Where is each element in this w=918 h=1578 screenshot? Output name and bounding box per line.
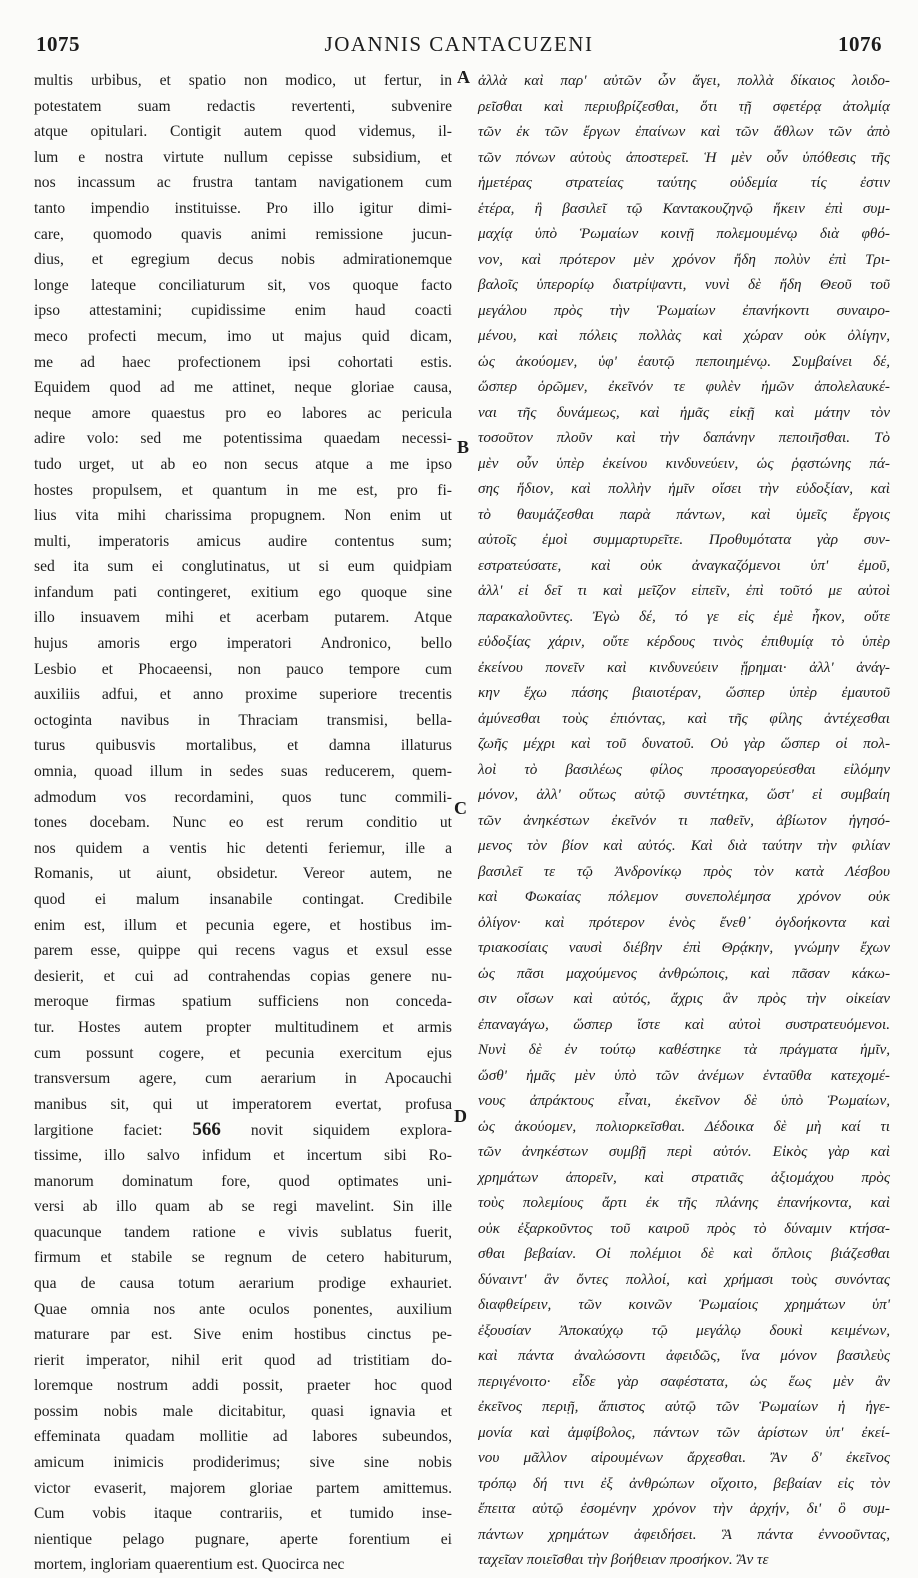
latin-text-line: illo insuavem mihi et acerbam putarem. Atque xyxy=(34,609,452,627)
latin-text-line: mortem, ingloriam quaerentium est. Quocirca nec xyxy=(34,1556,345,1574)
greek-text-line: σθαι βεβαίαν. Οἱ πολέμιοι δὲ καὶ ὅπλοις βιάζεσθαι xyxy=(478,1245,890,1262)
greek-text-line: ἐξουσίαν Ἀποκαύχῳ τῷ μεγάλῳ δουκὶ κειμένων, xyxy=(478,1321,890,1339)
section-marker-c: C xyxy=(454,798,467,818)
latin-text-line: lius vita mihi charissima propugnem. Non enim ut xyxy=(34,507,452,525)
running-title: JOANNIS CANTACUZENI xyxy=(324,32,594,56)
greek-text-line: μόνον, ἀλλ' οὕτως αὐτῷ συντέτηκα, ὥστ' εἰ συμβαίη xyxy=(478,786,890,803)
greek-text-line: νον, καὶ πρότερον μὲν χρόνον ἤδη πολὺν ἐπὶ Τρι- xyxy=(478,250,890,268)
latin-text-line: potestatem suam redactis revertenti, subvenire xyxy=(34,97,452,115)
greek-text-line: ὥσθ' ἡμᾶς μὲν ὑπὸ τῶν ἀνέμων ἐνταῦθα κατεχομέ- xyxy=(478,1066,890,1084)
greek-text-line: λοὶ τὸ βασιλέως φίλος προσαγορεύεσθαι εἰλόμην xyxy=(478,760,890,778)
latin-text-line: ipso attestamini; cupidissime enim haud coacti xyxy=(34,302,452,320)
latin-text-line: Lesbio et Phocaeensi, non pauco tempore cum xyxy=(34,660,452,678)
latin-text-line: quacunque tandem ratione e vivis sublatus fuerit, xyxy=(34,1223,452,1241)
latin-text-line: care, quomodo quavis animi remissione jucun- xyxy=(34,225,452,243)
latin-text-line: meco profecti mecum, imo ut majus quid dicam, xyxy=(34,327,452,345)
latin-text-line: parem esse, quippe qui recens vagus et exsul esse xyxy=(34,942,452,960)
section-marker-b: B xyxy=(457,437,470,457)
greek-text-line: ὡς πᾶσι μαχούμενος ἀνθρώποις, καὶ πᾶσαν κάκω- xyxy=(478,964,890,982)
greek-text-line: ὀλίγον· καὶ πρότερον ἑνὸς ἔνεθ᾽ ὀγδοήκοντα καὶ xyxy=(478,913,890,931)
greek-text-line: τῶν ἀνηκέστων συμβῇ περὶ αὐτόν. Εἰκὸς γὰρ καὶ xyxy=(478,1143,890,1160)
latin-text-line: maturare par est. Sive enim hostibus cinctus pe- xyxy=(34,1326,452,1344)
greek-text-line: ἔπειτα αὐτῷ ἐσομένην χρόνον τὴν ἀρχήν, δι' ὃ συμ- xyxy=(478,1500,890,1517)
latin-text-line: sed ita sum ei conglutinatus, ut si eum quidpiam xyxy=(34,558,452,576)
latin-text-line: dius, et egregium decus nobis admirationemque xyxy=(34,251,452,269)
latin-text-line: enim est, illum et pecunia egere, et hostibus im- xyxy=(34,916,452,934)
latin-text-line xyxy=(34,1117,452,1143)
greek-text-line: νου μᾶλλον αἱρουμένων ἄρχεσθαι. Ἂν δ' ἐκεῖνος xyxy=(478,1449,890,1466)
latin-text-line: longe lateque conciliaturum sit, vos quoque facto xyxy=(34,276,452,294)
greek-text-line: σιν οἴσων καὶ αὐτός, ἄχρις ἂν πρὸς τὴν οἰκείαν xyxy=(478,990,890,1007)
latin-text-line: manorum dominatum fore, quod optimates uni- xyxy=(34,1172,452,1190)
latin-text-line: atque opitulari. Contigit autem quod videmus, il- xyxy=(34,123,452,141)
greek-text-line: βασιλεῖ τε τῷ Ἀνδρονίκῳ πρὸς τὸν κατὰ Λέσβου xyxy=(478,862,890,880)
latin-text-line: effeminata quadam mollitie ad labores subeundos, xyxy=(34,1428,452,1446)
greek-text-line: ἐκείνου πονεῖν καὶ κινδυνεύειν ᾕρημαι· ἀλλ' ἀνάγ- xyxy=(478,658,890,676)
latin-text-line: hujus amoris ergo imperatori Andronico, bello xyxy=(34,635,452,653)
greek-text-line: τοσοῦτον πλοῦν καὶ τὴν δαπάνην πεποιῆσθαι. Τὸ xyxy=(478,429,890,446)
greek-text-line: παρακαλοῦντες. Ἐγὼ δέ, τό γε εἰς ἐμὲ ἧκον, οὔτε xyxy=(478,607,890,625)
latin-text-line: Romanis, ut aiunt, obsidetur. Vereor autem, ne xyxy=(34,865,452,883)
latin-text-line: desierit, et cui ad contrahendas copias genere nu- xyxy=(34,967,452,985)
greek-text-line: ρεῖσθαι καὶ περιυβρίζεσθαι, ὅτι τῇ σφετέρᾳ ἀτολμίᾳ xyxy=(478,97,890,115)
latin-text-line: adire volo: sed me potentissima quaedam necessi- xyxy=(34,430,452,448)
greek-text-line: ἐπαναγάγω, ὥσπερ ἴστε καὶ αὐτοὶ συστρατευόμενοι. xyxy=(478,1015,890,1033)
page-number-left: 1075 xyxy=(36,32,80,56)
greek-text-line: μὲν οὖν ὑπὲρ ἐκείνου κινδυνεύειν, ὡς ῥᾳστώνης πά- xyxy=(478,454,890,472)
latin-column xyxy=(34,68,452,1574)
latin-text-line: transversum agere, cum aerarium in Apocauchi xyxy=(34,1070,452,1088)
greek-text-line: Νυνὶ δὲ ἐν τούτῳ καθέστηκε τὰ πράγματα ἡμῖν, xyxy=(478,1041,890,1058)
latin-text-line: hostes propulsem, et quantum in me est, pro fi- xyxy=(34,481,452,499)
greek-text-line: τῶν ἐκ τῶν ἔργων ἐπαίνων καὶ τῶν ἄθλων τῶν ἀπὸ xyxy=(478,123,890,140)
greek-text-line: περιγένοιτο· εἶδε γὰρ σαφέστατα, ὡς ἕως μὲν ἂν xyxy=(478,1372,890,1390)
latin-text-line: rierit imperator, nihil erit quod ad tristitiam do- xyxy=(34,1351,452,1369)
greek-text-line: χρημάτων ἀπορεῖν, καὶ στρατιᾶς ἀξιομάχου πρὸς xyxy=(478,1168,890,1186)
greek-text-line: νους ἀπράκτους εἶναι, ἐκεῖνον δὲ ὑπὸ Ῥωμαίων, xyxy=(478,1092,890,1109)
greek-text-line: ὥσπερ ὁρῶμεν, ἐκεῖνόν τε φυλὲν ἡμῶν ἀπολελαυκέ- xyxy=(478,378,890,395)
latin-text-line: qua de causa totum aerarium prodige exhauriet. xyxy=(34,1274,452,1292)
greek-text-line: τριακοσίαις ναυσὶ διέβην ἐπὶ Θρᾴκην, γνώμην ἔχων xyxy=(478,939,890,956)
greek-text-line: κην ἔχω πάσης βιαιοτέραν, ὥσπερ ὑπὲρ ἐμαυτοῦ xyxy=(478,684,890,701)
latin-text-line: cum possunt cogere, et pecunia exercitum ejus xyxy=(34,1044,452,1062)
greek-text-line: τῶν πόνων αὐτοὺς ἀποστερεῖ. Ἡ μὲν οὖν ὑπόθεσις τῆς xyxy=(478,148,890,166)
greek-text-line: ὡς ἀκούομεν, πολιορκεῖσθαι. Δέδοικα δὲ μὴ καί τι xyxy=(478,1117,890,1135)
greek-text-line: ναι τῆς δυνάμεως, καὶ ἡμᾶς εἰκῇ καὶ μάτην τὸν xyxy=(478,403,890,421)
latin-text-line: me ad haec profectionem ipsi cohortati estis. xyxy=(34,353,452,371)
greek-text-line: ζωῆς μέχρι καὶ τοῦ δυνατοῦ. Οὐ γὰρ ὥσπερ οἱ πολ- xyxy=(478,735,890,752)
latin-text-line: neque amore quaestus pro eo labores ac pericula xyxy=(34,404,452,422)
greek-text-line: τὸ θαυμάζεσθαι παρὰ πάντων, καὶ ὑμεῖς ἔργοις xyxy=(478,505,890,523)
latin-text-line: meroque firmas spatium sufficiens non conceda- xyxy=(34,993,452,1011)
latin-text-line: tanto impendio instituisse. Pro illo igitur dimi- xyxy=(34,199,452,217)
latin-text-line: nos incassum ac frustra tantam navigationem cum xyxy=(34,174,452,192)
latin-text-line: victor evaserit, majorem gloriae partem amittemus. xyxy=(34,1479,452,1497)
latin-text-line: turus quibusvis mortalibus, et damna illaturus xyxy=(34,737,452,755)
latin-text-line: tur. Hostes autem propter multitudinem et armis xyxy=(34,1018,452,1036)
greek-text-line: αὐτοῖς ἐμοὶ συμμαρτυρεῖτε. Προθυμότατα γὰρ συν- xyxy=(478,531,890,548)
greek-text-line: ἀλλὰ καὶ παρ' αὐτῶν ὧν ἄγει, πολλὰ δίκαιος λοιδο- xyxy=(478,72,890,89)
greek-text-line: εὐδοξίας χάριν, οὔτε κέρδους τινὸς ἐπιθυμίᾳ τὸ ὑπὲρ xyxy=(478,633,890,650)
greek-text-line: ἑτέρα, ἢ βασιλεῖ τῷ Καντακουζηνῷ ἥκειν ἐπὶ συμ- xyxy=(478,199,890,217)
greek-text-line: ὡς ἀκούομεν, ὑφ' ἑαυτῷ πεποιημένῳ. Συμβαίνει δέ, xyxy=(478,352,890,370)
inline-page-number: 566 xyxy=(192,1119,221,1141)
greek-text-line: σης ἥδιον, καὶ πολλὴν ἡμῖν οἴσει τὴν εὐδοξίαν, καὶ xyxy=(478,480,890,497)
greek-text-line: εστρατεύσατε, καὶ οὐκ ἀναγκαζόμενοι ὑπ' ἐμοῦ, xyxy=(478,556,890,574)
greek-text-line: τῶν ἀνηκέστων ἐκεῖνόν τι παθεῖν, ἀβίωτον ἡγησό- xyxy=(478,811,890,829)
greek-text-line: βαλοῖς ὑπερορίῳ διατρίψαντι, νυνὶ δὲ ἤδη Θεοῦ τοῦ xyxy=(478,276,890,293)
latin-text-line: loremque nostrum addi possit, praeter hoc quod xyxy=(34,1377,452,1395)
latin-text-line: tudo urget, ut ab eo non secus atque a me ipso xyxy=(34,455,452,473)
latin-text-line: multis urbibus, et spatio non modico, ut fertur, in xyxy=(34,72,452,89)
greek-text-line: ἀλλ' εἰ δεῖ τι καὶ μεῖζον εἰπεῖν, ἐπὶ τοῦτό με αὐτοὶ xyxy=(478,582,890,599)
latin-text-line: manibus sit, qui ut imperatorem evertat, profusa xyxy=(34,1095,452,1113)
page-number-right: 1076 xyxy=(838,32,882,56)
greek-text-line: οὐκ ἐξαρκοῦντος τοῦ καιροῦ πρὸς τὸ δύναμιν κτήσα- xyxy=(478,1219,890,1237)
latin-text-line: lum e nostra virtute nullum cepisse subsidium, et xyxy=(34,148,452,166)
latin-text-line: nos quidem a ventis hic detenti feriemur, ille a xyxy=(34,839,452,857)
latin-text-line: Quae omnia nos ante oculos ponentes, auxilium xyxy=(34,1300,452,1318)
latin-text-fragment: largitione faciet: xyxy=(34,1122,193,1140)
latin-text-line: possim nobis male dicitabitur, quasi ignavia et xyxy=(34,1402,452,1420)
latin-text-line: quod ei malum insanabile contingat. Credibile xyxy=(34,891,452,908)
greek-column xyxy=(478,68,890,1568)
latin-text-line: tones docebam. Nunc eo est rerum conditio ut xyxy=(34,814,452,832)
latin-text-line: firmum et stabile se regnum de cetero habiturum, xyxy=(34,1249,452,1267)
greek-text-line: τρόπῳ δή τινι ἐξ ἀνθρώπων οἴχοιτο, βεβαίαν εἰς τὸν xyxy=(478,1474,890,1492)
greek-text-line: πάντων χρημάτων ἀφειδήσει. Ἃ πάντα ἐννοοῦντας, xyxy=(478,1525,890,1543)
greek-text-line: μαχίᾳ ὑπὸ Ῥωμαίων κοινῇ πολεμουμένῳ διὰ φθό- xyxy=(478,225,890,242)
greek-text-line: μεγάλου πρὸς τὴν Ῥωμαίων ἐπανήκοντι συναιρο- xyxy=(478,301,890,319)
greek-text-line: τοὺς πολεμίους ἄρτι ἐκ τῆς πλάνης ἐπανήκοντα, καὶ xyxy=(478,1194,890,1211)
running-header xyxy=(30,28,888,64)
greek-text-line: δύναιντ' ἂν ὄντες πολλοί, καὶ χρήμασι τοὺς συνόντας xyxy=(478,1270,890,1288)
section-marker-d: D xyxy=(454,1106,467,1126)
latin-text-line: versi ab illo quam ab se regi mavelint. Sin ille xyxy=(34,1198,452,1216)
latin-text-line: multi, imperatoris amicus audire contentus sum; xyxy=(34,532,452,550)
greek-text-line: καὶ πάντα ἀναλώσοντι ἀφειδῶς, ἵνα μόνον βασιλεὺς xyxy=(478,1347,890,1364)
latin-text-line: amicum inimicis prodiderimus; sive sine nobis xyxy=(34,1454,452,1472)
latin-text-line: omnia, quoad illum in sedes suas reducerem, quem- xyxy=(34,763,452,781)
greek-text-line: μένου, καὶ πόλεις πολλὰς καὶ χώραν οὐκ ὀλίγην, xyxy=(478,327,890,344)
greek-text-line: μονία καὶ ἀμφίβολος, πάντων τῶν ἀρίστων ὑπ' ἐκεί- xyxy=(478,1423,890,1441)
greek-text-line: ἀμύνεσθαι τοὺς ἐπιόντας, καὶ τῆς φίλης ἀντέχεσθαι xyxy=(478,709,890,727)
latin-text-line: infandum pati contingeret, exitium ego quoque sine xyxy=(34,583,452,601)
latin-text-line: Equidem quod ad me attinet, neque gloriae causa, xyxy=(34,379,452,397)
greek-text-line: διαφθείρειν, τῶν κοινῶν Ῥωμαίοις χρημάτων ὑπ' xyxy=(478,1296,890,1313)
latin-text-fragment: novit siquidem explora- xyxy=(220,1122,452,1140)
latin-text-line: octoginta navibus in Thraciam transmisi, bella- xyxy=(34,711,452,729)
latin-text-line: Cum vobis itaque contrariis, et tumido inse- xyxy=(34,1505,452,1523)
greek-text-line: ἡμετέρας στρατείας ταύτης οὐδεμία τίς ἐστιν xyxy=(478,174,890,191)
latin-text-line: admodum vos recordamini, quos tunc commili- xyxy=(34,788,452,806)
greek-text-line: μενος τὸν βίον καὶ αὐτός. Καὶ διὰ ταύτην τὴν φιλίαν xyxy=(478,837,890,854)
greek-text-line: καὶ Φωκαίας πόλεμον συνεπολέμησα χρόνον οὐκ xyxy=(478,888,890,905)
latin-text-line: tissime, illo salvo infidum et incertum sibi Ro- xyxy=(34,1146,452,1164)
greek-text-line: ταχεῖαν ποιεῖσθαι τὴν βοήθειαν προσήκον. Ἂν τε xyxy=(478,1551,769,1568)
section-marker-a: A xyxy=(457,67,470,87)
latin-text-line: nientique pelago pugnare, aperte forentium ei xyxy=(34,1530,452,1548)
greek-text-line: ἐκεῖνος περιῇ, ἄπιστος αὐτῷ τῶν Ῥωμαίων ἡ ἡγε- xyxy=(478,1398,890,1415)
latin-text-line: auxiliis adfui, et anno proxime superiore trecentis xyxy=(34,686,452,704)
